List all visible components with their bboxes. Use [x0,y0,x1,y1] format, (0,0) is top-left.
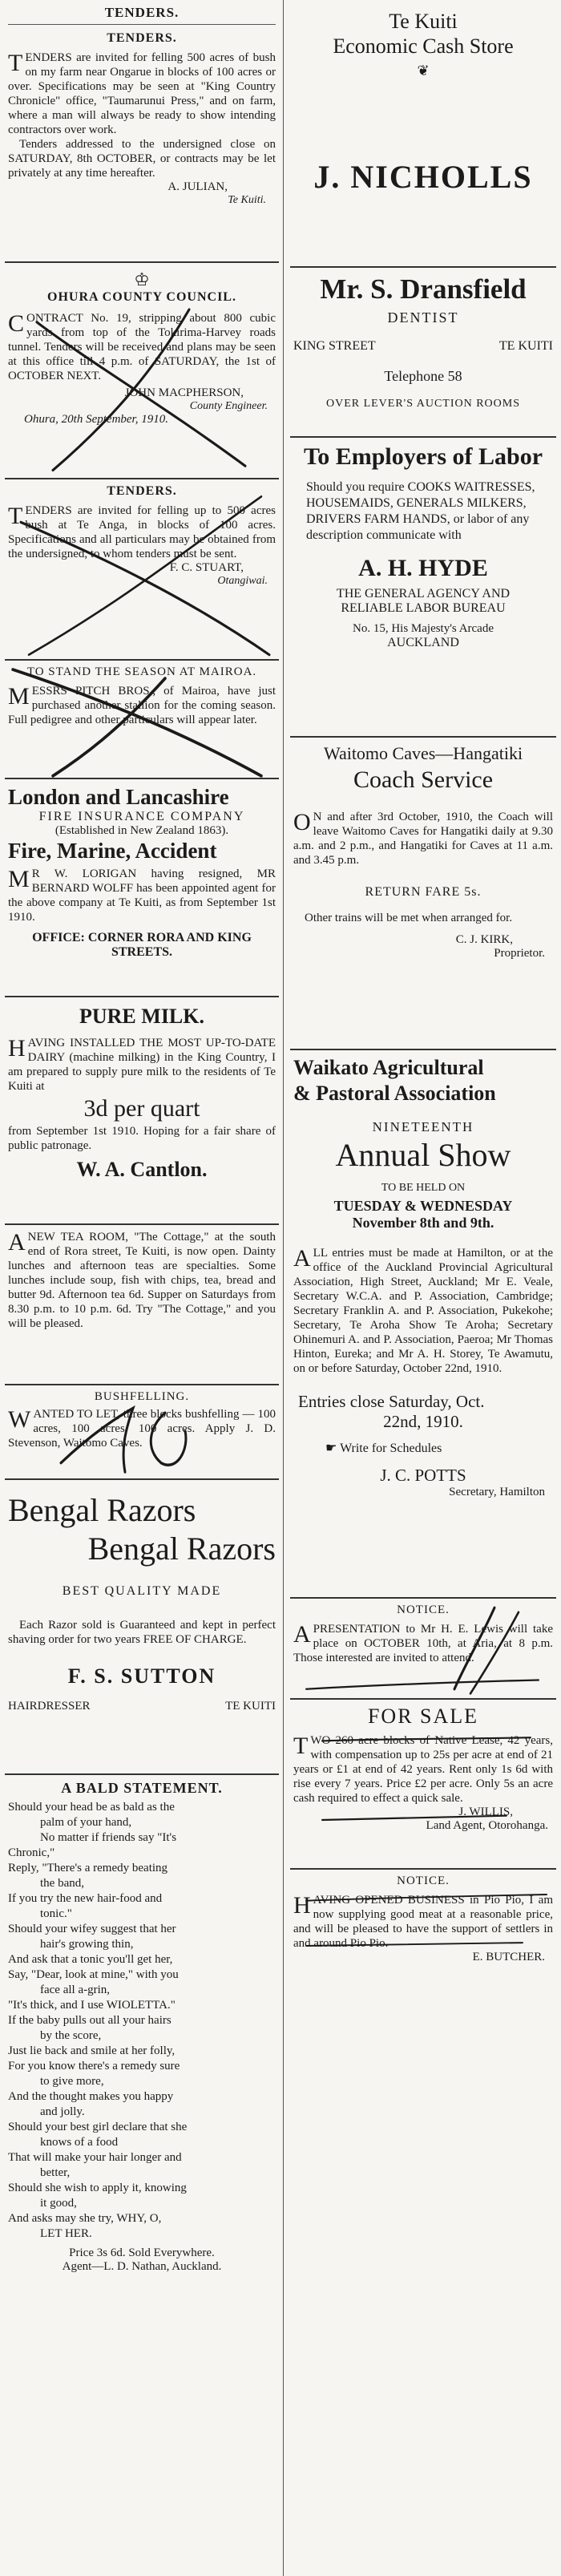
poem-text [8,1800,276,2242]
coach-service-ad [290,738,556,1050]
ad-title-line1: Te Kuiti [389,10,458,33]
left-column [5,0,279,2280]
poem-line: face all a-grin, [40,1984,111,1996]
price-line: Price 3s 6d. Sold Everywhere. [69,2246,215,2259]
poem-line: If you try the new hair-food and [8,1892,163,1905]
office-address: OFFICE: CORNER RORA AND KING STREETS. [32,931,252,959]
drop-cap: A [8,1229,26,1256]
town: TE KUITI [498,339,553,353]
dentist-ad [290,268,556,438]
for-sale-ad [290,1700,556,1870]
agency-line1: THE GENERAL AGENCY AND [336,587,511,601]
poem-line: Should your best girl declare that she [8,2121,188,2133]
show-held-on: TO BE HELD ON [381,1182,466,1194]
ad-title: PURE MILK. [79,1005,204,1028]
ad-body: R W. LORIGAN having resigned, MR BERNARD WOLFF has been appointed agent for the above company at Te Kuiti, as from September 1st 1910. [8,867,276,924]
poem-line: Should your head be as bald as the [8,1801,175,1814]
poem-line: "It's thick, and I use WIOLETTA." [8,1999,176,2012]
ad-title: London and Lancashire [8,785,229,809]
entries-close-line1: Entries close Saturday, Oct. [298,1392,485,1411]
ad-body: Should you require COOKS WAITRESSES, HOUSEMAIDS, GENERALS MILKERS, DRIVERS FARM HANDS, or labor of any description communicate with [306,480,535,542]
ad-title: OHURA COUNTY COUNCIL. [47,290,236,304]
poem-line: the band, [40,1877,84,1890]
signature-name: A. JULIAN, [167,180,228,193]
tenders-julian-ad [5,0,279,263]
ad-subtitle: FIRE INSURANCE COMPANY [38,810,245,823]
drop-cap: M [8,866,30,892]
entries-close-line2: 22nd, 1910. [383,1412,463,1431]
milk-price: 3d per quart [83,1095,200,1122]
ad-title-line2: & Pastoral Association [293,1082,496,1105]
drop-cap: H [8,1035,26,1062]
column-divider [283,0,284,2576]
presentation-notice-ad [290,1599,556,1700]
signature-place: Te Kuiti. [228,194,266,206]
agricultural-show-ad [290,1050,556,1599]
ad-title: NOTICE. [397,1603,450,1616]
ad-title-line1: Waitomo Caves—Hangatiki [323,743,523,763]
signature-name: F. C. STUART, [169,561,244,574]
pure-milk-ad [5,997,279,1225]
bushfelling-ad [5,1385,279,1480]
ad-body: Each Razor sold is Guaranteed and kept in perfect shaving order for two years FREE OF CHARGE. [8,1619,276,1646]
ad-title: A BALD STATEMENT. [61,1780,223,1796]
signature-name: C. J. KIRK, [455,933,513,946]
signature-name: J. WILLIS, [458,1806,513,1818]
agency-line2: RELIABLE LABOR BUREAU [341,601,506,615]
ad-title: Bengal Razors [8,1492,196,1528]
schedules-note: Write for Schedules [340,1442,442,1455]
proprietor-trade: HAIRDRESSER [8,1700,91,1713]
ad-title: Mr. S. Dransfield [320,273,527,305]
ad-body-closing: from September 1st 1910. Hoping for a fair share of public patronage. [8,1125,276,1152]
poem-line: hair's growing thin, [40,1938,134,1951]
poem-line: Should your wifey suggest that her [8,1923,176,1935]
ad-body: PRESENTATION to Mr H. E. Lewis will take place on OCTOBER 10th, at Aria, at 8 p.m. Those interested are invited to attend. [293,1623,553,1664]
poem-line: And asks may she try, WHY, O, [8,2212,162,2225]
telephone: Telephone 58 [384,368,462,384]
drop-cap: H [293,1892,311,1919]
ad-body: AVING INSTALLED THE MOST UP-TO-DATE DAIRY (machine milking) in the King Country, I am prepared to supply pure milk to the residents of Te Kuiti at [8,1037,276,1093]
signature-name: J. C. POTTS [380,1466,466,1485]
poem-line: to give more, [40,2075,104,2088]
poem-line: and jolly. [40,2105,85,2118]
ad-title: TENDERS. [107,484,177,498]
signature-name: JOHN MACPHERSON, [124,386,244,399]
poem-line: Say, "Dear, look at mine," with you [8,1968,179,1981]
drop-cap: A [293,1621,311,1648]
poem-line: If the baby pulls out all your hairs [8,2014,172,2027]
poem-line: Chronic," [8,1846,55,1859]
poem-line: by the score, [40,2029,102,2042]
show-dates: November 8th and 9th. [352,1215,494,1231]
signature-place: Otangiwai. [217,575,268,587]
signature-role: Secretary, Hamilton [449,1486,545,1498]
proprietor-town: TE KUITI [225,1700,276,1713]
ornament-icon: ❦ [417,63,430,79]
proprietor-name: J. NICHOLLS [313,159,533,195]
ad-tagline: Fire, Marine, Accident [8,839,217,863]
poem-line: tonic." [40,1907,72,1920]
ad-subtitle: DENTIST [387,309,459,326]
ad-body: ENDERS are invited for felling 500 acres of bush on my farm near Ongarue in blocks of 100 acres or over. Specifications may be seen at "King Country Chronicle" office, "Taumarunui Press," and on farm, where a man will always be ready to show intending contractors over work. [8,51,276,136]
tenders-header: TENDERS. [8,5,276,25]
ad-body-note: Other trains will be met when arranged for. [305,912,513,924]
agency-city: AUCKLAND [387,636,459,649]
drop-cap: C [8,310,25,337]
location-note: OVER LEVER'S AUCTION ROOMS [325,398,521,410]
street: KING STREET [293,339,376,353]
ad-body: AVING OPENED BUSINESS in Pio Pio, I am now supplying good meat at a reasonable price, and will be pleased to have the support of settlers in and around Pio Pio. [293,1894,553,1950]
ad-title: BUSHFELLING. [94,1390,190,1403]
ad-title-line2: Coach Service [353,766,494,793]
stallion-ad [5,661,279,779]
right-column [290,0,556,1971]
poem-line: That will make your hair longer and [8,2151,182,2164]
pointing-hand-icon: ☛ [325,1442,337,1455]
ad-body: WO 260 acre blocks of Native Lease, 42 years, with compensation up to 25s per acre at end of 21 years or £1 at end of 42 years. Rent only 1s 6d with rise every 7 years. Price £2 per acre. Only 5s an acre cash required to effect a quick sale. [293,1734,553,1805]
ad-title: NOTICE. [397,1874,450,1887]
drop-cap: T [293,1733,309,1759]
ad-subtitle: BEST QUALITY MADE [62,1584,222,1598]
poem-line: And the thought makes you happy [8,2090,174,2103]
return-fare: RETURN FARE 5s. [365,885,482,899]
crest-icon: ♔ [134,269,150,289]
poem-line: Just lie back and smile at her folly, [8,2044,176,2057]
ohura-council-ad [5,263,279,479]
agency-address: No. 15, His Majesty's Arcade [352,622,494,635]
drop-cap: T [8,50,23,76]
poem-line: And ask that a tonic you'll get her, [8,1953,173,1966]
show-edition: NINETEENTH [372,1119,474,1134]
poem-line: No matter if friends say "It's [40,1831,177,1844]
ad-established: (Established in New Zealand 1863). [54,824,229,837]
signature-role: Land Agent, Otorohanga. [426,1819,548,1832]
ad-body: ANTED TO LET, three blocks bushfelling — 100 acres, 100 acres, 100 acres. Apply J. D. Stevenson, Waitomo Caves. [8,1408,276,1450]
show-days: TUESDAY & WEDNESDAY [333,1198,513,1214]
drop-cap: O [293,809,311,835]
london-lancashire-ad [5,779,279,997]
ad-title: TENDERS. [107,31,177,45]
poem-line: it good, [40,2197,77,2210]
signature: E. BUTCHER. [472,1951,545,1963]
poem-line: palm of your hand, [40,1816,132,1829]
ad-title: FOR SALE [367,1705,479,1728]
ad-title-line2: Economic Cash Store [333,34,514,58]
ad-body: LL entries must be made at Hamilton, or at the office of the Auckland Provincial Agricultural Association, High Street, Auckland; Mr E. Veale, Secretary W.C.A. and P. Association, Cambridge; Secretary Franklin A. and P. Association, Pukekohe; Secretary, Te Aroha Show Te Aroha; Secretary Ohinemuri A. and P. Association, Paeroa; Mr Thomas Hinton, Eureka; and Mr A. H. Storey, Te Awamutu, on or before Saturday, October 22nd, 1910. [293,1247,553,1375]
poem-line: Reply, "There's a remedy beating [8,1862,168,1874]
poem-line: For you know there's a remedy sure [8,2060,180,2073]
bald-statement-ad [5,1775,279,2280]
tenders-stuart-ad [5,479,279,661]
ad-title: TO STAND THE SEASON AT MAIROA. [26,665,257,678]
poem-line: LET HER. [40,2227,92,2240]
ad-body: ENDERS are invited for felling up to 500 acres bush at Te Anga, in blocks of 100 acres. Specifications and all particulars may be obtained from the undersigned, to whom tenders must be sent. [8,504,276,560]
poem-line: knows of a food [40,2136,119,2149]
agent-line: Agent—L. D. Nathan, Auckland. [62,2260,222,2273]
bengal-razors-ad [5,1480,279,1775]
ad-body: NEW TEA ROOM, "The Cottage," at the south end of Rora street, Te Kuiti, is now open. Dainty lunches and afternoon teas are specialties. Some lunches include soup, fish with chips, tea, bread and butter 9d. Afternoon tea 6d. Supper on Saturdays from 8.30 p.m. to 10 p.m. 6d. Try "The Cottage," and you will be pleased. [8,1231,276,1330]
drop-cap: M [8,683,30,710]
ad-date: Ohura, 20th September, 1910. [24,413,168,426]
tea-room-ad [5,1225,279,1385]
ad-body: ESSRS PITCH BROS., of Mairoa, have just purchased another stallion for the coming season. Full pedigree and other particulars will appear later. [8,685,276,726]
ad-title: To Employers of Labor [303,443,543,470]
agent-name: A. H. HYDE [358,555,488,581]
butcher-notice-ad [290,1870,556,1971]
ad-title-line1: Waikato Agricultural [293,1056,484,1079]
labor-bureau-ad [290,438,556,738]
ad-body-closing: Tenders addressed to the undersigned close on SATURDAY, 8th OCTOBER, or contracts may be let privately at any time hereafter. [8,138,276,180]
signature-role: County Engineer. [189,400,268,412]
ad-body: ONTRACT No. 19, stripping about 800 cubic yards from top of the Tokirima-Harvey roads tunnel. Tenders will be received and plans may be seen at this office till 4 p.m. of SATURDAY, the 1st of OCTOBER NEXT. [8,312,276,382]
signature-role: Proprietor. [494,947,545,960]
poem-line: better, [40,2166,71,2179]
signature: W. A. Cantlon. [76,1158,208,1181]
ad-title-repeat: Bengal Razors [87,1531,276,1567]
ad-body: N and after 3rd October, 1910, the Coach will leave Waitomo Caves for Hangatiki daily at 9.30 a.m. and 2 p.m., and Hangatiki for Caves at 11 a.m. and 3.45 p.m. [293,811,553,867]
economic-cash-store-ad [290,0,556,268]
drop-cap: T [8,503,23,529]
show-name: Annual Show [335,1137,511,1173]
poem-line: Should she wish to apply it, knowing [8,2182,187,2194]
drop-cap: A [293,1245,311,1272]
drop-cap: W [8,1406,31,1433]
proprietor-name: F. S. SUTTON [67,1664,216,1688]
